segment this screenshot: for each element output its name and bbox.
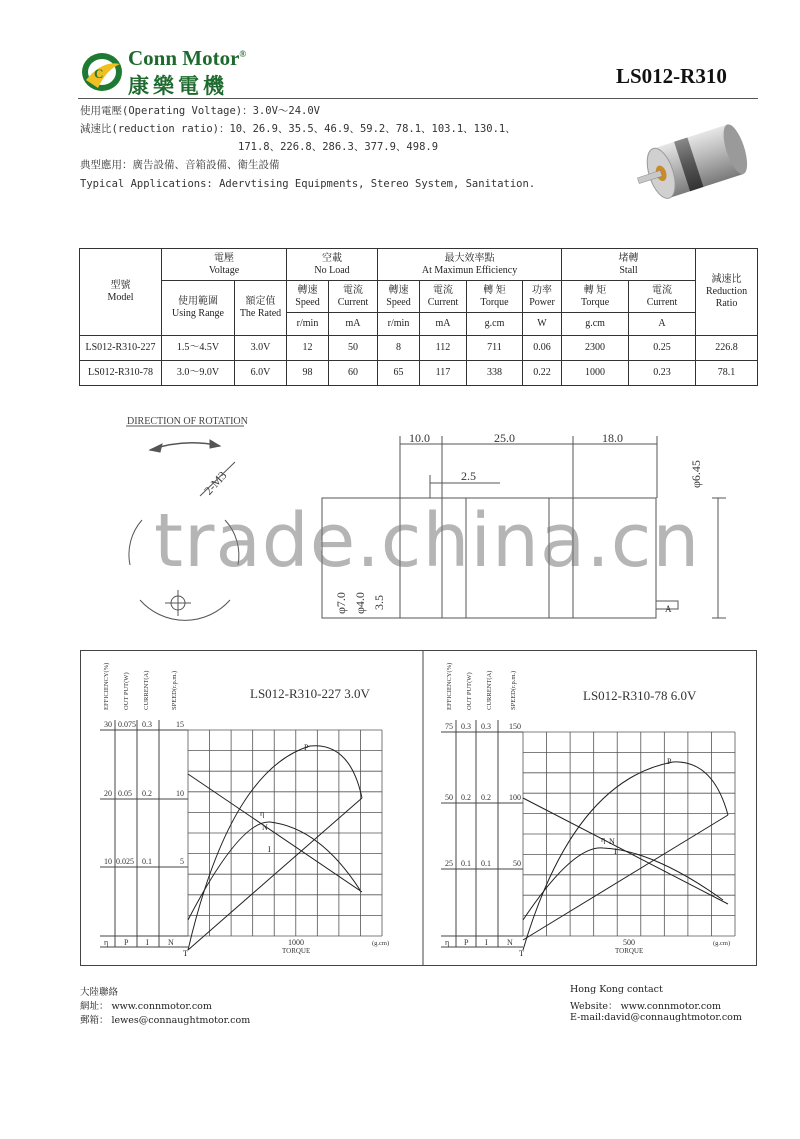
registered-mark: ® xyxy=(239,49,247,59)
th-nl-speed-en: Speed xyxy=(295,296,320,308)
th-voltage-en: Voltage xyxy=(208,264,240,276)
reduction-ratio-line1: 減速比(reduction ratio)：10、26.9、35.5、46.9、59.2、78.1、103.1、130.1、 xyxy=(80,123,516,135)
logo-mark-icon xyxy=(80,50,124,94)
footer-hk-title: Hong Kong contact xyxy=(570,984,663,995)
th-range-cn: 使用範圍 xyxy=(178,296,218,307)
cell-nl-current: 50 xyxy=(329,336,378,361)
tick-eff-mid: 20 xyxy=(104,789,112,798)
th-me-power xyxy=(523,281,562,313)
dim-25: 25.0 xyxy=(494,431,515,445)
th-voltage xyxy=(162,249,287,281)
th-me-speed-cn: 轉速 xyxy=(388,284,409,296)
th-me-torque xyxy=(467,281,523,313)
cell-st-torque: 2300 xyxy=(562,336,629,361)
dim-7-0: φ7.0 xyxy=(334,592,348,614)
axis-label-efficiency: EFFICIENCY(%) xyxy=(446,662,453,710)
tick-out-mid: 0.05 xyxy=(118,789,132,798)
th-me-torque-en: Torque xyxy=(480,296,509,308)
th-noload xyxy=(287,249,378,281)
cell-rated: 3.0V xyxy=(235,336,287,361)
tick-spd-low: 50 xyxy=(513,859,521,868)
x-unit: (g.cm) xyxy=(372,940,390,947)
unit-me-torque: g.cm xyxy=(467,313,523,336)
unit-st-current: A xyxy=(629,313,696,336)
axis-label-output: OUT PUT(W) xyxy=(123,672,130,710)
th-maxeff xyxy=(378,249,562,281)
th-nl-speed-cn: 轉速 xyxy=(297,284,318,296)
th-maxeff-en: At Maximun Efficiency xyxy=(421,264,518,276)
axis-label-current: CURRENT(A) xyxy=(486,670,493,710)
watermark: trade.china.cn xyxy=(154,498,701,584)
tick-out-top: 0.075 xyxy=(118,720,136,729)
th-st-current xyxy=(629,281,696,313)
footer-hk-email: E-mail:david@connaughtmotor.com xyxy=(570,1012,742,1023)
th-st-torque-cn: 轉 矩 xyxy=(583,284,607,296)
th-me-power-cn: 功率 xyxy=(532,284,553,296)
curve-label-eta: η xyxy=(260,809,265,818)
th-range-en: Using Range xyxy=(172,308,224,319)
tick-eff-top: 75 xyxy=(445,722,453,731)
tick-spd-low: 5 xyxy=(180,857,184,866)
th-me-current-cn: 電流 xyxy=(433,284,453,296)
cell-nl-speed: 98 xyxy=(287,361,329,386)
th-st-torque-en: Torque xyxy=(580,296,610,308)
cell-range: 3.0～9.0V xyxy=(162,361,235,386)
th-me-current-en: Current xyxy=(427,296,459,308)
cell-ratio: 78.1 xyxy=(696,361,758,386)
model-title: LS012-R310 xyxy=(616,64,727,88)
bottom-symbol-n: N xyxy=(168,938,174,947)
footer-hk-website: Website： www.connmotor.com xyxy=(570,1001,721,1012)
th-rated xyxy=(235,281,287,336)
performance-chart-227 xyxy=(100,663,389,958)
tick-out-low: 0.025 xyxy=(116,857,134,866)
dim-18: 18.0 xyxy=(602,431,623,445)
bottom-symbol-eta: η xyxy=(445,938,450,947)
tick-spd-mid: 100 xyxy=(509,793,521,802)
brand-en-text: Conn Motor xyxy=(128,46,240,70)
unit-st-torque: g.cm xyxy=(562,313,629,336)
tick-cur-low: 0.1 xyxy=(481,859,491,868)
cell-me-speed: 8 xyxy=(378,336,420,361)
rotation-label: DIRECTION OF ROTATION xyxy=(127,416,248,427)
axis-label-efficiency: EFFICIENCY(%) xyxy=(103,662,110,710)
cell-ratio: 226.8 xyxy=(696,336,758,361)
th-ratio xyxy=(696,249,758,336)
th-model-en: Model xyxy=(107,292,134,303)
x-label: TORQUE xyxy=(282,947,311,955)
tick-cur-top: 0.3 xyxy=(481,722,491,731)
header-rule xyxy=(78,98,758,99)
footer-cn-website: 網址： www.connmotor.com xyxy=(80,1001,212,1012)
th-st-current-en: Current xyxy=(646,296,678,308)
cell-st-current: 0.25 xyxy=(629,336,696,361)
cell-me-torque: 338 xyxy=(467,361,523,386)
th-voltage-cn: 電壓 xyxy=(214,252,234,264)
bottom-symbol-i: I xyxy=(485,938,488,947)
chart-title: LS012-R310-78 6.0V xyxy=(583,688,697,703)
curve-label-t: T xyxy=(519,949,524,958)
curve-label-p: P xyxy=(667,757,672,766)
curve-label-eta: η xyxy=(601,835,606,844)
performance-table xyxy=(79,248,758,386)
cell-nl-speed: 12 xyxy=(287,336,329,361)
th-st-torque xyxy=(562,281,629,313)
motor-photo xyxy=(620,110,760,220)
curve-label-i: I xyxy=(268,845,271,854)
tick-spd-top: 150 xyxy=(509,722,521,731)
chart-grid xyxy=(188,730,382,936)
th-model xyxy=(80,249,162,336)
axis-label-current: CURRENT(A) xyxy=(143,670,150,710)
performance-chart-78 xyxy=(441,663,735,958)
curve-output xyxy=(188,746,362,950)
footer-cn-email: 郵箱： lewes@connaughtmotor.com xyxy=(80,1015,251,1026)
curve-label-t: T xyxy=(183,949,188,958)
th-nl-current xyxy=(329,281,378,313)
tick-cur-mid: 0.2 xyxy=(142,789,152,798)
tick-eff-top: 30 xyxy=(104,720,112,729)
unit-me-power: W xyxy=(523,313,562,336)
svg-text:C: C xyxy=(94,66,104,81)
dim-3-5: 3.5 xyxy=(372,595,386,610)
th-noload-en: No Load xyxy=(314,264,350,276)
th-rated-en: The Rated xyxy=(239,308,282,319)
table-row xyxy=(80,336,758,361)
cell-rated: 6.0V xyxy=(235,361,287,386)
axis-label-speed: SPEED(r.p.m.) xyxy=(171,670,178,710)
cell-me-current: 117 xyxy=(420,361,467,386)
th-st-current-cn: 電流 xyxy=(652,284,673,296)
th-maxeff-cn: 最大效率點 xyxy=(444,252,495,264)
th-nl-speed xyxy=(287,281,329,313)
th-nl-current-en: Current xyxy=(337,296,369,308)
unit-nl-current: mA xyxy=(329,313,378,336)
axis-label-output: OUT PUT(W) xyxy=(466,672,473,710)
tick-eff-low: 10 xyxy=(104,857,112,866)
th-me-power-en: Power xyxy=(529,296,555,308)
th-stall-cn: 堵轉 xyxy=(618,252,639,264)
th-stall xyxy=(562,249,696,281)
applications-cn: 典型應用：廣告設備、音箱設備、衛生設備 xyxy=(80,159,280,171)
th-ratio-en2: Ratio xyxy=(715,298,738,309)
brand-logo xyxy=(80,48,250,96)
tick-out-mid: 0.2 xyxy=(461,793,471,802)
tick-out-top: 0.3 xyxy=(461,722,471,731)
cell-me-power: 0.06 xyxy=(523,336,562,361)
axis-label-speed: SPEED(r.p.m.) xyxy=(510,670,517,710)
curve-label-n: N xyxy=(609,837,615,846)
th-model-cn: 型號 xyxy=(110,280,131,291)
curve-label-p: P xyxy=(304,743,309,752)
th-stall-en: Stall xyxy=(619,264,638,276)
th-range xyxy=(162,281,235,336)
tick-out-low: 0.1 xyxy=(461,859,471,868)
th-me-speed-en: Speed xyxy=(386,296,411,308)
cell-model: LS012-R310-78 xyxy=(80,361,162,386)
brand-name-cn: 康樂電機 xyxy=(128,74,228,98)
th-rated-cn: 額定值 xyxy=(245,296,276,307)
operating-voltage: 使用電壓(Operating Voltage)：3.0V～24.0V xyxy=(80,105,321,117)
cell-nl-current: 60 xyxy=(329,361,378,386)
x-label: TORQUE xyxy=(615,947,644,955)
cell-range: 1.5～4.5V xyxy=(162,336,235,361)
bottom-symbol-n: N xyxy=(507,938,513,947)
x-unit: (g.cm) xyxy=(713,940,731,947)
x-tick: 500 xyxy=(623,938,635,947)
tick-eff-mid: 50 xyxy=(445,793,453,802)
cell-model: LS012-R310-227 xyxy=(80,336,162,361)
rotation-arrow-icon xyxy=(150,444,162,452)
applications-en: Typical Applications: Adervtising Equipments, Stereo System, Sanitation. xyxy=(80,178,536,190)
performance-charts xyxy=(80,650,757,966)
unit-nl-speed: r/min xyxy=(287,313,329,336)
footer-cn-title: 大陸聯絡 xyxy=(80,987,119,998)
reduction-ratio-line2: 171.8、226.8、286.3、377.9、498.9 xyxy=(238,141,439,153)
tick-eff-low: 25 xyxy=(445,859,453,868)
tick-spd-top: 15 xyxy=(176,720,184,729)
bottom-symbol-eta: η xyxy=(104,938,109,947)
tick-cur-low: 0.1 xyxy=(142,857,152,866)
unit-me-current: mA xyxy=(420,313,467,336)
th-ratio-cn: 減速比 xyxy=(711,274,742,285)
cell-me-current: 112 xyxy=(420,336,467,361)
th-me-torque-cn: 轉 矩 xyxy=(483,284,506,296)
table-row xyxy=(80,361,758,386)
screw-label: 2-M3 xyxy=(201,468,230,498)
cell-me-power: 0.22 xyxy=(523,361,562,386)
cell-me-speed: 65 xyxy=(378,361,420,386)
dim-2-5: 2.5 xyxy=(461,469,476,483)
chart-title: LS012-R310-227 3.0V xyxy=(250,686,370,701)
unit-me-speed: r/min xyxy=(378,313,420,336)
bottom-symbol-p: P xyxy=(464,938,469,947)
chart-grid xyxy=(523,732,735,936)
th-noload-cn: 空載 xyxy=(322,252,342,264)
x-tick: 1000 xyxy=(288,938,304,947)
th-nl-current-cn: 電流 xyxy=(343,284,363,296)
dim-6-45: φ6.45 xyxy=(689,460,703,488)
dim-4-0: φ4.0 xyxy=(353,592,367,614)
cell-st-torque: 1000 xyxy=(562,361,629,386)
curve-label-n: N xyxy=(262,823,268,832)
brand-name-en xyxy=(128,46,246,71)
shaft-label: A xyxy=(665,604,672,614)
bottom-symbol-i: I xyxy=(146,938,149,947)
tick-cur-mid: 0.2 xyxy=(481,793,491,802)
curve-efficiency xyxy=(523,848,723,920)
bottom-symbol-p: P xyxy=(124,938,129,947)
curve-label-i: I xyxy=(614,847,617,856)
cell-st-current: 0.23 xyxy=(629,361,696,386)
th-me-current xyxy=(420,281,467,313)
tick-cur-top: 0.3 xyxy=(142,720,152,729)
th-ratio-en1: Reduction xyxy=(705,286,748,297)
dim-10: 10.0 xyxy=(409,431,430,445)
cell-me-torque: 711 xyxy=(467,336,523,361)
th-me-speed xyxy=(378,281,420,313)
tick-spd-mid: 10 xyxy=(176,789,184,798)
